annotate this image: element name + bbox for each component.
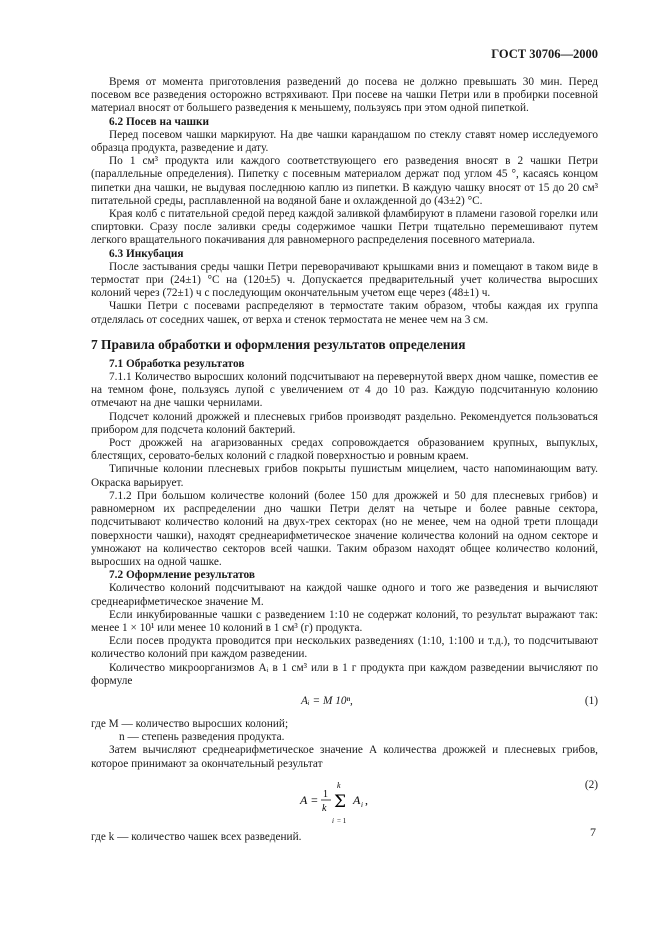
document-code: ГОСТ 30706—2000 [491,47,598,61]
svg-text:=: = [311,792,318,807]
section-heading: 7 Правила обработки и оформления результатов определения [91,336,466,352]
subsection-heading: 6.2 Посев на чашки [109,115,210,128]
page-number: 7 [590,825,596,839]
body-text [91,76,598,844]
paragraph: Перед посевом чашки маркируют. На две чашки карандашом по стеклу ставят номер исследуемого образца продукта, разведение и дату. [91,128,598,155]
where-line: n — степень разведения продукта. [119,731,285,744]
paragraph: Время от момента приготовления разведений до посева не должно превышать 30 мин. Перед посевом все разведения осторожно встряхивают. При посеве на чашки Петри или в пробирки посевной материал вносят от большего разведения к меньшему, пользуясь при этом одной пипеткой. [91,76,598,115]
formula-2-expression [298,777,418,827]
paragraph: Чашки Петри с посевами распределяют в термостате таким образом, чтобы каждая их группа отделялась от соседних чашек, от верха и стенок термостата не менее чем на 3 см. [91,300,598,326]
paragraph: После застывания среды чашки Петри переворачивают крышками вниз и помещают в таком виде в термостат при (24±1) °С на (120±5) ч. Допускается предварительный учет количества выросших колоний через (72±1) ч с последующим окончательным учетом еще через (48±1) ч. [91,260,598,300]
where-line: где k — количество чашек всех разведений. [91,830,302,843]
svg-text:= 1: = 1 [337,816,347,825]
paragraph: Края колб с питательной средой перед каждой заливкой фламбируют в пламени газовой горелки или спиртовки. Сразу после заливки среды содержимое чашки Петри тщательно перемешивают путем легкого вращательного покачивания для равномерного распределения посевного материала. [91,208,598,247]
paragraph: Рост дрожжей на агаризованных средах сопровождается образованием крупных, выпуклых, блестящих, серовато-белых колоний с гладкой поверхностью и ровным краем. [91,437,598,463]
svg-text:A: A [300,792,308,807]
svg-text:Σ: Σ [334,791,347,812]
paragraph: Количество микроорганизмов Aᵢ в 1 см³ или в 1 г продукта при каждом разведении вычисляют по формуле [91,661,598,687]
subsection-heading: 7.2 Оформление результатов [109,569,255,582]
svg-text:1: 1 [323,788,328,800]
paragraph: Подсчет колоний дрожжей и плесневых грибов производят раздельно. Рекомендуется пользоваться прибором для подсчета колоний бактерий. [91,410,598,436]
subsection-heading: 7.1 Обработка результатов [109,357,245,370]
formula-1-expression: Aᵢ = M 10ⁿ, [301,694,353,707]
svg-text:A: A [353,792,361,807]
paragraph: Количество колоний подсчитывают на каждой чашке одного и того же разведения и вычисляют среднеарифметическое значение М. [91,582,598,608]
paragraph: По 1 см³ продукта или каждого соответствующего его разведения вносят в 2 чашки Петри (параллельные определения). Пипетку с посевным материалом держат под углом 45 °, касаясь концом пипетки дна чашки, не выдувая последнюю каплю из пипетки. В каждую чашку вносят от 15 до 20 см³ питательной среды, расплавленной на водяной бане и охлажденной до (43±2) °С. [91,155,598,207]
formula-1 [91,690,598,716]
formula-1-number: (1) [584,694,598,707]
svg-text:,: , [365,792,368,807]
svg-text:k: k [322,802,327,814]
where-line: где М — количество выросших колоний; [91,717,289,730]
svg-text:i: i [332,816,334,825]
svg-text:i: i [361,800,363,809]
paragraph: 7.1.2 При большом количестве колоний (более 150 для дрожжей и 50 для плесневых грибов) и равномерном их распределении дно чашки Петри делят на четыре и более равные сектора, подсчитывают количество колоний на двух-трех секторах (но не менее, чем на одной трети площади поверхности чашки), находят среднеарифметическое значение количества колоний на одном секторе и умножают на количество секторов всей чашки. Таким образом находят общее количество колоний, выросших на одной чашке. [91,489,598,568]
paragraph: Типичные колонии плесневых грибов покрыты пушистым мицелием, часто напоминающим вату. Окраска варьирует. [91,463,598,489]
svg-text:k: k [337,780,341,790]
paragraph: Если посев продукта проводится при нескольких разведениях (1:10, 1:100 и т.д.), то подсчитывают количество колоний при каждом разведении. [91,635,598,661]
subsection-heading: 6.3 Инкубация [109,247,184,260]
formula-2-number: (2) [584,778,598,791]
paragraph: 7.1.1 Количество выросших колоний подсчитывают на перевернутой вверх дном чашке, поместив ее на темном фоне, пользуясь лупой с увеличением от 4 до 10 раз. Каждую подсчитанную колонию отмечают на дне чашки чернилами. [91,371,598,410]
paragraph: Затем вычисляют среднеарифметическое значение А количества дрожжей и плесневых грибов, которое принимают за окончательный результат [91,744,598,770]
paragraph: Если инкубированные чашки с разведением 1:10 не содержат колоний, то результат выражают так: менее 1 × 10¹ или менее 10 колоний в 1 см³ (г) продукта. [91,608,598,634]
formula-2 [91,773,598,829]
